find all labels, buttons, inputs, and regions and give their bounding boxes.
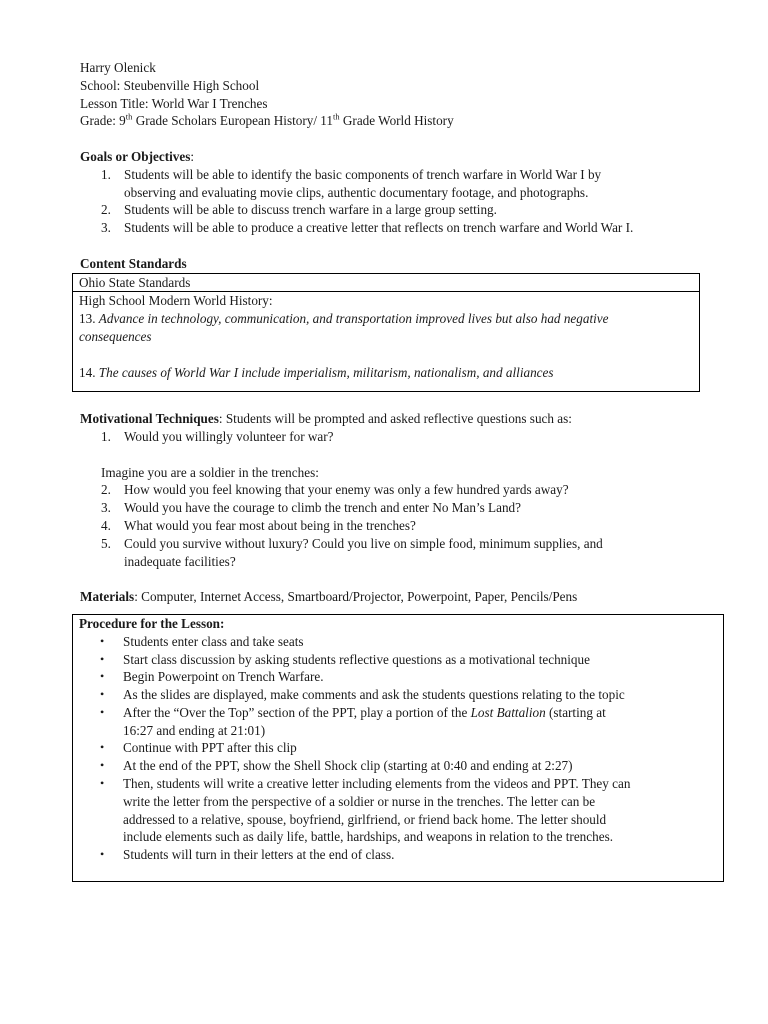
list-item: • After the “Over the Top” section of the PPT, play a portion of the Lost Battalion (starting at 16:27 and ending at 21:01) (100, 704, 606, 738)
goals-heading: Goals or Objectives: (80, 148, 195, 164)
grade-middle: Grade Scholars European History/ 11 (132, 113, 333, 129)
lesson-title: Lesson Title: World War I Trenches (80, 95, 268, 111)
grade-suffix: Grade World History (339, 113, 454, 129)
list-item: • Students enter class and take seats (100, 633, 304, 649)
procedure-heading: Procedure for the Lesson: (79, 615, 225, 631)
document-header (80, 59, 720, 130)
list-item: • Students will turn in their letters at the end of class. (100, 847, 395, 863)
standards-heading: Content Standards (80, 255, 187, 271)
materials-line: Materials: Computer, Internet Access, Smartboard/Projector, Powerpoint, Paper, Pencils/Pens (80, 589, 578, 605)
list-item: • As the slides are displayed, make comments and ask the students questions relating to the topic (100, 687, 625, 703)
school-name: School: Steubenville High School (80, 77, 260, 93)
lesson-plan-page (80, 59, 720, 882)
list-item: 2. Students will be able to discuss trench warfare in a large group setting. (101, 202, 497, 218)
author-name: Harry Olenick (80, 60, 156, 75)
motivation-list-1 (80, 428, 720, 446)
list-item: • At the end of the PPT, show the Shell Shock clip (starting at 0:40 and ending at 2:27) (100, 758, 573, 774)
standard-13: 13. Advance in technology, communication, and transportation improved lives but also had negative (79, 311, 609, 327)
standards-section (80, 255, 720, 393)
list-item: 1. Would you willingly volunteer for war? (101, 428, 334, 444)
standards-subject: High School Modern World History: (79, 293, 273, 309)
list-item: • Start class discussion by asking students reflective questions as a motivational technique (100, 651, 590, 667)
goals-section (80, 148, 720, 237)
procedure-box (72, 614, 724, 882)
list-item: 3. Students will be able to produce a creative letter that reflects on trench warfare and World War I. (101, 220, 634, 236)
list-item: 4. What would you fear most about being in the trenches? (101, 517, 416, 533)
list-item: • Continue with PPT after this clip (100, 740, 297, 756)
materials-section (80, 588, 720, 606)
procedure-list (79, 633, 723, 864)
standards-table-header: Ohio State Standards (73, 274, 699, 293)
list-item: 1. Students will be able to identify the basic components of trench warfare in World War I by observing and evaluating movie clips, authentic documentary footage, and photographs. (101, 166, 602, 200)
goals-list (80, 166, 720, 237)
list-item: • Begin Powerpoint on Trench Warfare. (100, 669, 324, 685)
standard-13-continued: consequences (79, 328, 152, 344)
standards-table-body (73, 292, 699, 391)
imagine-prompt: Imagine you are a soldier in the trenches: (101, 464, 319, 480)
motivation-list-2 (80, 481, 720, 570)
list-item: • Then, students will write a creative letter including elements from the videos and PPT. They can write the letter from the perspective of a soldier or nurse in the trenches. The letter can be addressed to a relative, spouse, boyfriend, girlfriend, or friend back home. The letter should include elements such as daily life, battle, hardships, and weapons in relation to the trenches. (100, 776, 631, 845)
grade-superscript-2: th (332, 112, 340, 122)
list-item: 2. How would you feel knowing that your enemy was only a few hundred yards away? (101, 482, 569, 498)
list-item: 5. Could you survive without luxury? Could you live on simple food, minimum supplies, and inadequate facilities? (101, 535, 603, 569)
grade-superscript-1: th (125, 112, 133, 122)
standards-table (72, 273, 700, 393)
grade-line (80, 112, 720, 130)
motivation-section (80, 410, 720, 570)
standard-14: 14. The causes of World War I include imperialism, militarism, nationalism, and alliances (79, 364, 554, 380)
list-item: 3. Would you have the courage to climb the trench and enter No Man’s Land? (101, 500, 521, 516)
grade-prefix: Grade: 9 (80, 113, 126, 129)
motivation-heading: Motivational Techniques: Students will be prompted and asked reflective questions such as: (80, 411, 572, 427)
